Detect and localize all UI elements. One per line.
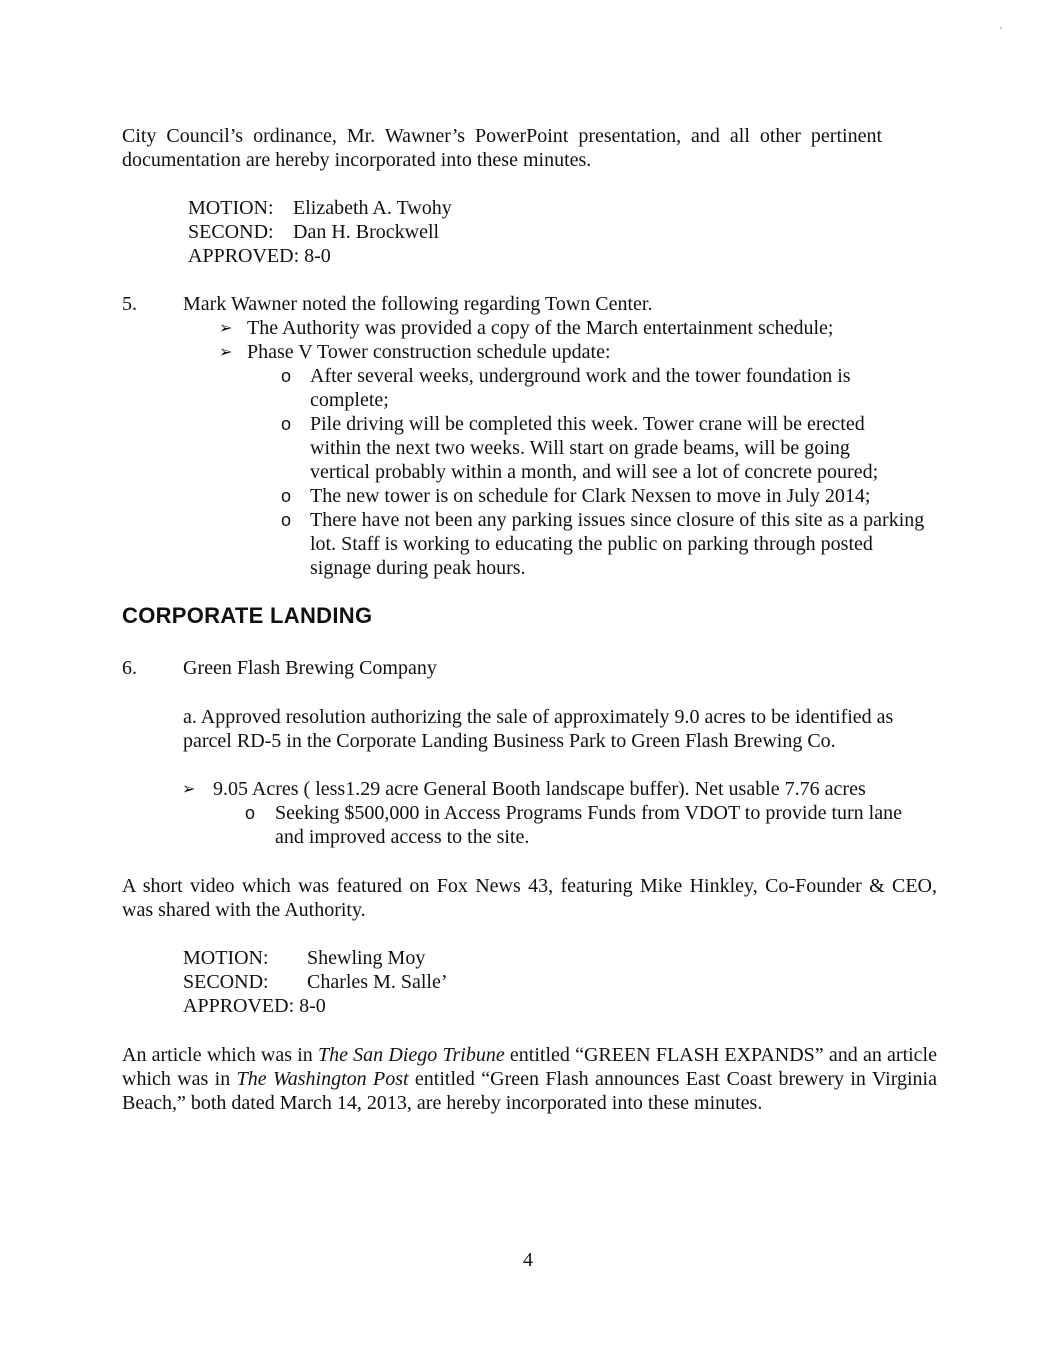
vote-block-2 <box>183 946 448 1018</box>
item-6-title: Green Flash Brewing Company <box>183 657 437 679</box>
arrow-bullet-icon: ➢ <box>219 342 233 361</box>
article-paragraph <box>122 1043 937 1115</box>
motion-value: Shewling Moy <box>307 947 426 969</box>
item-5-subbullet-3: The new tower is on schedule for Clark Nexsen to move in July 2014; <box>310 485 871 507</box>
item-6-number: 6. <box>122 657 137 679</box>
item-5-title: Mark Wawner noted the following regarding Town Center. <box>183 293 653 315</box>
motion-label: MOTION: <box>183 947 269 969</box>
circle-bullet-icon: o <box>245 803 256 823</box>
arrow-bullet-icon: ➢ <box>219 318 233 337</box>
item-6-bullet: 9.05 Acres ( less1.29 acre General Booth landscape buffer). Net usable 7.76 acres <box>213 778 866 800</box>
intro-paragraph: City Council’s ordinance, Mr. Wawner’s PowerPoint presentation, and all other pertinent documentation are hereby incorporated into these minutes. <box>122 125 882 171</box>
publication-washington-post: The Washington Post <box>236 1068 409 1090</box>
item-6-sub-a: a. Approved resolution authorizing the sale of approximately 9.0 acres to be identified as parcel RD-5 in the Corporate Landing Business Park to Green Flash Brewing Co. <box>183 706 894 752</box>
article-text-1: An article which was in <box>122 1044 318 1066</box>
item-5-bullet-2: Phase V Tower construction schedule update: <box>247 341 611 363</box>
circle-bullet-icon: o <box>281 366 292 386</box>
second-value: Charles M. Salle’ <box>307 971 448 993</box>
second-line <box>183 970 448 994</box>
section-heading: CORPORATE LANDING <box>122 603 373 628</box>
item-6-subbullet: Seeking $500,000 in Access Programs Funds from VDOT to provide turn lane and improved access to the site. <box>275 802 902 848</box>
motion-value: Elizabeth A. Twohy <box>293 197 452 219</box>
arrow-bullet-icon: ➢ <box>182 779 196 798</box>
motion-label: MOTION: <box>188 197 274 219</box>
item-5-number: 5. <box>122 293 137 315</box>
item-5-subbullet-4: There have not been any parking issues since closure of this site as a parking lot. Staff is working to educating the public on parking through posted signage during peak hours. <box>310 509 925 579</box>
item-5-subbullet-1: After several weeks, underground work and the tower foundation is complete; <box>310 365 851 411</box>
video-paragraph: A short video which was featured on Fox News 43, featuring Mike Hinkley, Co-Founder & CEO, was shared with the Authority. <box>122 875 937 921</box>
second-label: SECOND: <box>188 221 274 243</box>
circle-bullet-icon: o <box>281 510 292 530</box>
item-5-bullet-1: The Authority was provided a copy of the March entertainment schedule; <box>247 317 834 339</box>
motion-line <box>188 196 452 220</box>
item-5-subbullet-2: Pile driving will be completed this week. Tower crane will be erected within the next two weeks. Will start on grade beams, will be going vertical probably within a month, and will see a lot of concrete poured; <box>310 413 879 483</box>
motion-line <box>183 946 448 970</box>
page-number: 4 <box>523 1249 533 1271</box>
second-value: Dan H. Brockwell <box>293 221 440 243</box>
second-label: SECOND: <box>183 971 269 993</box>
approved-line: APPROVED: 8-0 <box>188 245 331 267</box>
article-text-2: entitled “GREEN FLASH EXPANDS” and an article which was in <box>122 1044 937 1090</box>
circle-bullet-icon: o <box>281 486 292 506</box>
second-line <box>188 220 452 244</box>
corner-tick-mark: ' <box>1000 26 1002 37</box>
approved-line: APPROVED: 8-0 <box>183 995 326 1017</box>
publication-san-diego-tribune: The San Diego Tribune <box>317 1044 505 1066</box>
article-text-3: entitled “Green Flash announces East Coast brewery in Virginia Beach,” both dated March 14, 2013, are hereby incorporated into these minutes. <box>122 1068 937 1114</box>
vote-block-1 <box>188 196 452 268</box>
circle-bullet-icon: o <box>281 414 292 434</box>
